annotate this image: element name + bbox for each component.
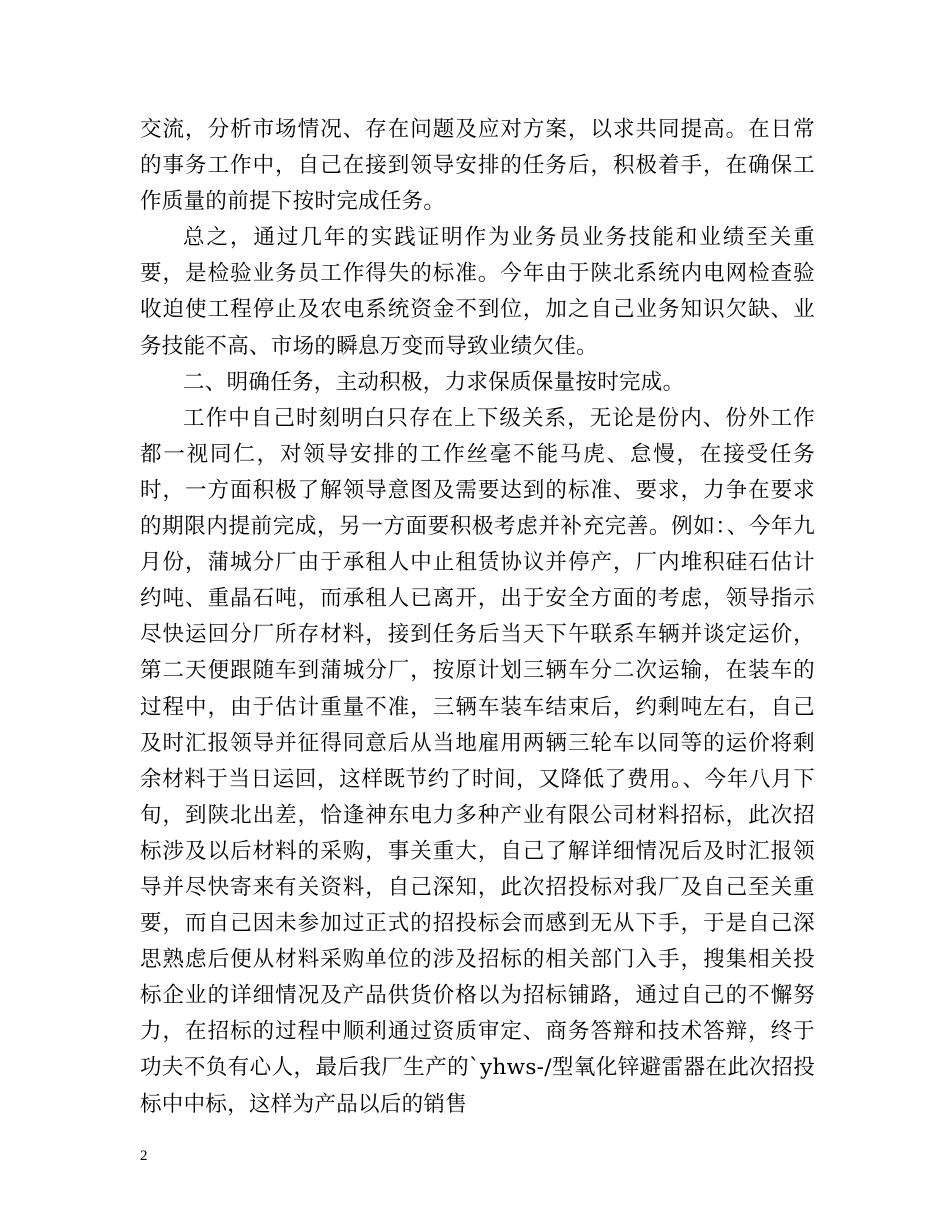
paragraph-1: 交流，分析市场情况、存在问题及应对方案，以求共同提高。在日常的事务工作中，自己在接到领导安排的任务后，积极着手，在确保工作质量的前提下按时完成任务。 bbox=[140, 117, 815, 215]
section-heading: 二、明确任务，主动积极，力求保质保量按时完成。 bbox=[183, 369, 685, 395]
page-number: 2 bbox=[140, 1148, 148, 1164]
body-text bbox=[140, 112, 815, 1123]
paragraph-3: 工作中自己时刻明白只存在上下级关系，无论是份内、份外工作都一视同仁，对领导安排的工作丝毫不能马虎、怠慢，在接受任务时，一方面积极了解领导意图及需要达到的标准、要求，力争在要求的期限内提前完成，另一方面要积极考虑并补充完善。例如：、今年九月份，蒲城分厂由于承租人中止租赁协议并停产，厂内堆积硅石估计约吨、重晶石吨，而承租人已离开，出于安全方面的考虑，领导指示尽快运回分厂所存材料，接到任务后当天下午联系车辆并谈定运价，第二天便跟随车到蒲城分厂，按原计划三辆车分二次运输，在装车的过程中，由于估计重量不准，三辆车装车结束后，约剩吨左右，自己及时汇报领导并征得同意后从当地雇用两辆三轮车以同等的运价将剩余材料于当日运回，这样既节约了时间，又降低了费用。、今年八月下旬，到陕北出差，恰逢神东电力多种产业有限公司材料招标，此次招标涉及以后材料的采购，事关重大，自己了解详细情况后及时汇报领导并尽快寄来有关资料，自己深知，此次招投标对我厂及自己至关重要，而自己因未参加过正式的招投标会而感到无从下手，于是自己深思熟虑后便从材料采购单位的涉及招标的相关部门入手，搜集相关投标企业的详细情况及产品供货价格以为招标铺路，通过自己的不懈努力，在招标的过程中顺利通过资质审定、商务答辩和技术答辩，终于功夫不负有心人，最后我厂生产的`yhws-/型氧化锌避雷器在此次招投标中中标，这样为产品以后的销售 bbox=[140, 405, 815, 1117]
paragraph-2: 总之，通过几年的实践证明作为业务员业务技能和业绩至关重要，是检验业务员工作得失的标准。今年由于陕北系统内电网检查验收迫使工程停止及农电系统资金不到位，加之自己业务知识欠缺、业务技能不高、市场的瞬息万变而导致业绩欠佳。 bbox=[140, 225, 815, 359]
